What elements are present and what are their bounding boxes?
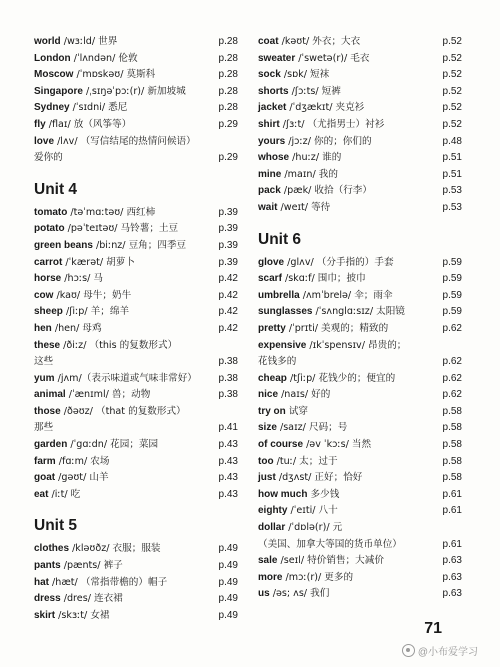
entry-page-ref: p.49 <box>218 609 238 621</box>
vocab-entry <box>34 51 238 68</box>
vocab-entry <box>34 67 238 84</box>
entry-word: cheap <box>258 372 287 384</box>
entry-definition: /kəʊt/ 外衣；大衣 <box>278 36 361 47</box>
entry-page-ref: p.59 <box>442 306 462 318</box>
entry-page-ref: p.59 <box>442 289 462 301</box>
entry-word: farm <box>34 455 56 467</box>
vocab-entry <box>34 470 238 487</box>
vocab-entry <box>258 288 462 305</box>
entry-page-ref: p.29 <box>218 118 238 130</box>
entry-word: these <box>34 339 61 351</box>
entry-definition: /ˈswetə(r)/ 毛衣 <box>295 52 370 64</box>
entry-word: too <box>258 455 274 467</box>
entry-word: Singapore <box>34 85 83 97</box>
entry-page-ref: p.53 <box>442 185 462 197</box>
entry-definition: /əv ˈkɔːs/ 当然 <box>303 439 372 451</box>
entry-definition: /təˈmɑːtəʊ/ 西红柿 <box>67 206 156 218</box>
entry-definition: /fɑːm/ 农场 <box>55 455 110 467</box>
entry-page-ref: p.39 <box>218 223 238 235</box>
entry-page-ref: p.52 <box>442 118 462 130</box>
vocab-entry <box>258 150 462 167</box>
entry-definition: /ˈeɪti/ 八十 <box>287 505 338 517</box>
entry-definition: /hen/ 母鸡 <box>51 322 102 334</box>
unit-heading: Unit 4 <box>34 180 78 198</box>
vocab-entry <box>34 608 238 625</box>
entry-word: shorts <box>258 85 289 97</box>
watermark <box>402 643 478 658</box>
vocab-entry <box>258 67 462 84</box>
vocab-entry <box>34 304 238 321</box>
entry-definition: 花钱多的 <box>258 356 297 368</box>
entry-word: Sydney <box>34 102 70 114</box>
entry-definition: /tuː/ 太；过于 <box>273 455 338 467</box>
entry-page-ref: p.42 <box>218 306 238 318</box>
entry-word: yours <box>258 135 286 147</box>
entry-definition: /huːz/ 谁的 <box>289 152 342 164</box>
vocab-entry <box>258 487 462 504</box>
entry-word: carrot <box>34 256 63 268</box>
entry-page-ref: p.29 <box>218 152 238 164</box>
vocab-entry <box>258 183 462 200</box>
entry-word: try on <box>258 405 286 417</box>
entry-page-ref: p.28 <box>218 85 238 97</box>
entry-page-ref: p.43 <box>218 472 238 484</box>
vocab-entry <box>258 404 462 421</box>
page-number: 71 <box>424 620 442 637</box>
entry-definition: /kaʊ/ 母牛；奶牛 <box>53 289 132 301</box>
entry-word: more <box>258 571 283 583</box>
entry-definition: /ˈdʒækɪt/ 夹克衫 <box>286 102 365 114</box>
entry-page-ref: p.39 <box>218 256 238 268</box>
entry-word: eighty <box>258 505 288 517</box>
vocab-entry <box>34 558 238 575</box>
entry-definition: /ʃɔːts/ 短裤 <box>288 85 341 97</box>
vocab-entry <box>34 321 238 338</box>
entry-definition: /kləʊðz/ 衣服；服装 <box>69 543 161 555</box>
entry-page-ref: p.63 <box>442 555 462 567</box>
vocab-entry <box>258 200 462 217</box>
entry-page-ref: p.52 <box>442 69 462 81</box>
entry-word: goat <box>34 472 56 484</box>
entry-word: dress <box>34 593 61 605</box>
vocab-entry <box>258 420 462 437</box>
entry-page-ref: p.28 <box>218 36 238 47</box>
entry-page-ref: p.61 <box>442 538 462 550</box>
vocab-entry <box>34 205 238 222</box>
entry-word: Moscow <box>34 69 74 81</box>
entry-word: size <box>258 422 277 434</box>
entry-word: tomato <box>34 206 68 218</box>
entry-definition: /ˌsɪŋəˈpɔː(r)/ 新加坡城 <box>82 85 186 97</box>
entry-word: just <box>258 472 276 484</box>
entry-page-ref: p.58 <box>442 422 462 434</box>
vocab-entry <box>34 591 238 608</box>
entry-word: London <box>34 52 71 64</box>
entry-page-ref: p.39 <box>218 239 238 251</box>
entry-page-ref: p.52 <box>442 102 462 114</box>
entry-word: nice <box>258 389 279 401</box>
entry-definition: /jʌm/（表示味道或气味非常好） <box>54 372 197 384</box>
entry-page-ref: p.43 <box>218 439 238 451</box>
entry-word: hen <box>34 322 52 334</box>
vocab-entry <box>34 338 238 355</box>
vocab-entry <box>258 454 462 471</box>
entry-page-ref: p.52 <box>442 36 462 47</box>
entry-word: animal <box>34 389 66 401</box>
entry-page-ref: p.49 <box>218 576 238 588</box>
entry-word: coat <box>258 36 279 47</box>
entry-page-ref: p.28 <box>218 52 238 64</box>
vocab-entry <box>258 338 462 355</box>
entry-word: umbrella <box>258 289 300 301</box>
entry-word: pretty <box>258 322 286 334</box>
entry-definition: 爱你的 <box>34 152 63 164</box>
entry-definition: 多少钱 <box>307 488 340 500</box>
entry-definition: /saɪz/ 尺码；号 <box>276 422 348 434</box>
entry-definition: /mɔː(r)/ 更多的 <box>282 571 354 583</box>
entry-definition: /ˈsɪdni/ 悉尼 <box>69 102 128 114</box>
entry-page-ref: p.49 <box>218 560 238 572</box>
vocab-entry <box>258 570 462 587</box>
vocab-entry <box>258 304 462 321</box>
entry-page-ref: p.61 <box>442 505 462 517</box>
vocab-entry <box>258 134 462 151</box>
vocab-entry <box>34 387 238 404</box>
entry-page-ref: p.61 <box>442 488 462 500</box>
entry-definition: /flaɪ/ 放（风筝等） <box>45 118 132 130</box>
entry-page-ref: p.51 <box>442 168 462 180</box>
entry-word: hat <box>34 576 49 588</box>
entry-definition: /ðiːz/ （this 的复数形式） <box>60 339 178 351</box>
entry-continuation <box>258 537 462 554</box>
entry-continuation <box>34 354 238 371</box>
vocab-entry <box>258 84 462 101</box>
entry-definition: /weɪt/ 等待 <box>277 201 331 213</box>
entry-definition: /ɪkˈspensɪv/ 昂贵的； <box>306 339 407 351</box>
vocab-entry <box>34 34 238 51</box>
entry-word: yum <box>34 372 55 384</box>
entry-definition: /ˈdɒlə(r)/ 元 <box>285 522 343 534</box>
entry-word: cow <box>34 289 54 301</box>
entry-word: whose <box>258 152 290 164</box>
entry-definition: /ʌmˈbrelə/ 伞；雨伞 <box>299 289 393 301</box>
vocab-entry <box>258 437 462 454</box>
entry-definition: /biːnz/ 豆角；四季豆 <box>92 239 187 251</box>
entry-definition: /ˈprɪti/ 美观的；精致的 <box>285 322 389 334</box>
entry-definition: /ˈgɑːdn/ 花园；菜园 <box>67 439 159 451</box>
entry-word: wait <box>258 201 278 213</box>
vocab-entry <box>258 520 462 537</box>
entry-word: world <box>34 36 61 47</box>
entry-word: skirt <box>34 609 56 621</box>
entry-definition: /ˈænɪml/ 兽；动物 <box>65 389 151 401</box>
vocab-entry <box>258 167 462 184</box>
entry-word: green beans <box>34 239 93 251</box>
entry-page-ref: p.42 <box>218 289 238 301</box>
vocab-entry <box>34 454 238 471</box>
entry-page-ref: p.43 <box>218 488 238 500</box>
entry-definition: /sɒk/ 短袜 <box>280 69 330 81</box>
vocab-entry <box>258 271 462 288</box>
entry-word: sheep <box>34 306 63 318</box>
vocab-entry <box>34 487 238 504</box>
entry-page-ref: p.62 <box>442 372 462 384</box>
entry-word: garden <box>34 439 68 451</box>
entry-definition: （美国、加拿大等国的货币单位） <box>258 538 402 550</box>
entry-word: fly <box>34 118 46 130</box>
entry-word: dollar <box>258 522 286 534</box>
entry-definition: /maɪn/ 我的 <box>281 168 338 180</box>
entry-definition: /glʌv/ （分手指的）手套 <box>284 256 394 268</box>
entry-word: mine <box>258 168 282 180</box>
vocab-entry <box>258 586 462 603</box>
entry-word: sunglasses <box>258 306 313 318</box>
entry-word: sock <box>258 69 281 81</box>
entry-definition: 这些 <box>34 356 54 368</box>
vocab-entry <box>258 34 462 51</box>
entry-word: how much <box>258 488 308 500</box>
entry-definition: /ðəʊz/ （that 的复数形式） <box>60 405 186 417</box>
vocab-entry <box>34 371 238 388</box>
entry-page-ref: p.48 <box>442 135 462 147</box>
entry-word: horse <box>34 273 62 285</box>
entry-word: pack <box>258 185 281 197</box>
entry-word: us <box>258 588 270 600</box>
entry-page-ref: p.58 <box>442 472 462 484</box>
vocab-entry <box>258 117 462 134</box>
entry-definition: /lʌv/ （写信结尾的热情问候语） <box>54 135 196 147</box>
entry-page-ref: p.63 <box>442 588 462 600</box>
entry-page-ref: p.41 <box>218 422 238 434</box>
left-column <box>34 34 238 624</box>
entry-word: shirt <box>258 118 280 130</box>
entry-page-ref: p.38 <box>218 389 238 401</box>
entry-word: pants <box>34 560 61 572</box>
entry-definition: /skɑːf/ 围巾；披巾 <box>281 273 366 285</box>
entry-definition: /əs; ʌs/ 我们 <box>269 588 330 600</box>
entry-word: potato <box>34 223 65 235</box>
vocab-entry <box>34 288 238 305</box>
entry-word: scarf <box>258 273 282 285</box>
entry-word: clothes <box>34 543 70 555</box>
entry-page-ref: p.49 <box>218 593 238 605</box>
vocab-entry <box>34 437 238 454</box>
right-column <box>258 34 462 603</box>
entry-page-ref: p.28 <box>218 102 238 114</box>
unit-heading: Unit 6 <box>258 230 302 248</box>
vocab-entry <box>34 271 238 288</box>
entry-page-ref: p.52 <box>442 85 462 97</box>
entry-page-ref: p.62 <box>442 389 462 401</box>
entry-word: eat <box>34 488 49 500</box>
entry-page-ref: p.39 <box>218 206 238 218</box>
entry-page-ref: p.63 <box>442 571 462 583</box>
entry-continuation <box>258 354 462 371</box>
vocab-entry <box>34 255 238 272</box>
entry-page-ref: p.28 <box>218 69 238 81</box>
entry-definition: /ʃɜːt/ （尤指男士）衬衫 <box>279 118 385 130</box>
vocab-entry <box>258 255 462 272</box>
entry-page-ref: p.59 <box>442 273 462 285</box>
vocab-entry <box>258 100 462 117</box>
vocab-entry <box>34 100 238 117</box>
watermark-text: @小布爱学习 <box>417 647 478 658</box>
unit-heading: Unit 5 <box>34 517 78 535</box>
vocab-entry <box>34 575 238 592</box>
entry-page-ref: p.49 <box>218 543 238 555</box>
vocab-entry <box>34 404 238 421</box>
entry-definition: /tʃiːp/ 花钱少的；便宜的 <box>286 372 396 384</box>
entry-word: of course <box>258 439 304 451</box>
vocab-entry <box>34 134 238 151</box>
entry-page-ref: p.59 <box>442 256 462 268</box>
entry-definition: /skɜːt/ 女裙 <box>55 609 110 621</box>
entry-definition: /pæk/ 收拾（行李） <box>280 185 372 197</box>
vocab-entry <box>34 84 238 101</box>
entry-definition: /gəʊt/ 山羊 <box>55 472 109 484</box>
entry-definition: /dʒʌst/ 正好；恰好 <box>275 472 363 484</box>
entry-definition: /hæt/ （常指带檐的）帽子 <box>49 576 168 588</box>
entry-definition: /ˈsʌnglɑːsɪz/ 太阳镜 <box>312 306 405 318</box>
entry-definition: /dres/ 连衣裙 <box>60 593 123 605</box>
entry-word: jacket <box>258 102 287 114</box>
entry-page-ref: p.51 <box>442 152 462 164</box>
vocab-entry <box>258 321 462 338</box>
entry-page-ref: p.58 <box>442 439 462 451</box>
entry-continuation <box>34 150 238 167</box>
vocab-entry <box>34 221 238 238</box>
entry-page-ref: p.43 <box>218 455 238 467</box>
entry-page-ref: p.58 <box>442 455 462 467</box>
entry-word: expensive <box>258 339 307 351</box>
entry-page-ref: p.38 <box>218 372 238 384</box>
entry-definition: /ʃiːp/ 羊；绵羊 <box>62 306 130 318</box>
entry-definition: /pænts/ 裤子 <box>60 560 123 572</box>
entry-definition: /seɪl/ 特价销售；大减价 <box>277 555 384 567</box>
entry-word: sweater <box>258 52 296 64</box>
entry-definition: /iːt/ 吃 <box>48 488 81 500</box>
entry-definition: /hɔːs/ 马 <box>61 273 103 285</box>
entry-word: glove <box>258 256 285 268</box>
entry-definition: 那些 <box>34 422 54 434</box>
entry-page-ref: p.42 <box>218 322 238 334</box>
entry-page-ref: p.53 <box>442 201 462 213</box>
vocab-entry <box>258 371 462 388</box>
entry-page-ref: p.62 <box>442 356 462 368</box>
vocab-entry <box>34 238 238 255</box>
entry-page-ref: p.42 <box>218 273 238 285</box>
entry-page-ref: p.38 <box>218 356 238 368</box>
entry-definition: /jɔːz/ 你的；你们的 <box>285 135 372 147</box>
entry-continuation <box>34 420 238 437</box>
vocab-entry <box>34 541 238 558</box>
entry-definition: /ˈkærət/ 胡萝卜 <box>62 256 135 268</box>
entry-definition: /ˈmɒskəʊ/ 莫斯科 <box>73 69 156 81</box>
entry-page-ref: p.52 <box>442 52 462 64</box>
entry-word: love <box>34 135 55 147</box>
vocab-entry <box>258 553 462 570</box>
entry-definition: /ˈlʌndən/ 伦敦 <box>70 52 138 64</box>
entry-definition: /pəˈteɪtəʊ/ 马铃薯；土豆 <box>64 223 179 235</box>
entry-definition: 试穿 <box>285 405 309 417</box>
entry-word: sale <box>258 555 278 567</box>
entry-definition: /wɜːld/ 世界 <box>60 36 118 47</box>
vocab-entry <box>258 387 462 404</box>
entry-word: those <box>34 405 61 417</box>
vocab-entry <box>34 117 238 134</box>
vocab-entry <box>258 470 462 487</box>
vocab-entry <box>258 51 462 68</box>
watermark-logo-icon <box>402 644 415 657</box>
vocab-entry <box>258 503 462 520</box>
entry-page-ref: p.62 <box>442 322 462 334</box>
entry-page-ref: p.58 <box>442 405 462 417</box>
entry-definition: /naɪs/ 好的 <box>278 389 331 401</box>
